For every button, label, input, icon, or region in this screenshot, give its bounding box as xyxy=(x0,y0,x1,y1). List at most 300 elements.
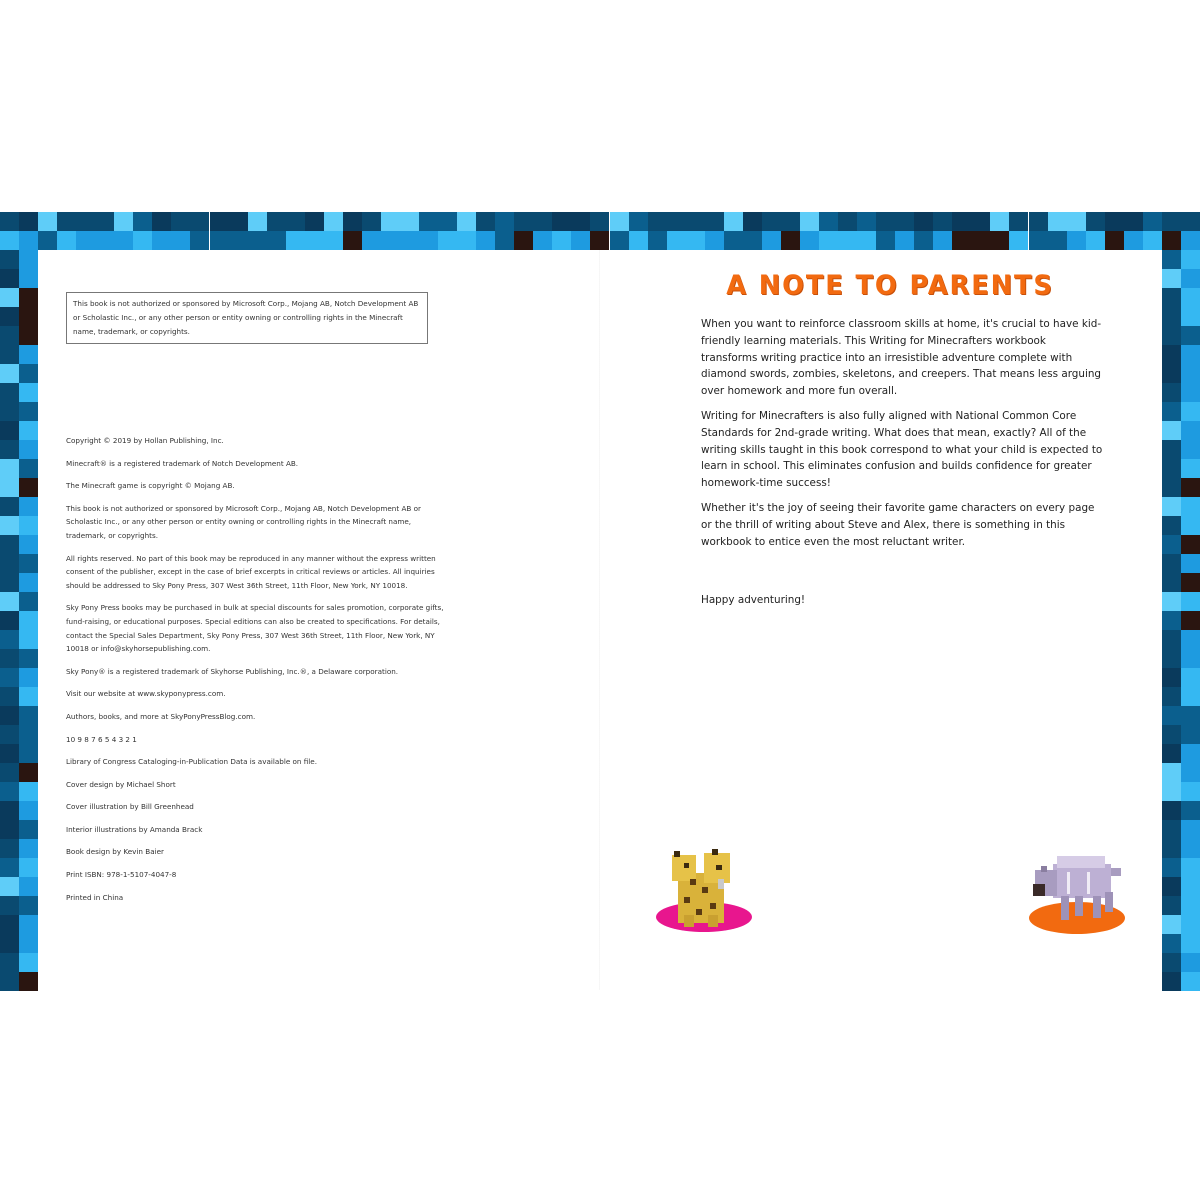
border-pixel xyxy=(95,212,114,231)
border-pixel xyxy=(1162,820,1181,839)
border-pixel xyxy=(1181,250,1200,269)
border-pixel xyxy=(1162,706,1181,725)
border-pixel xyxy=(762,212,781,231)
border-pixel xyxy=(0,972,19,991)
border-pixel xyxy=(210,212,229,231)
border-pixel xyxy=(914,231,933,250)
border-pixel xyxy=(133,231,152,250)
border-pixel xyxy=(419,231,438,250)
border-pixel xyxy=(800,231,819,250)
legal-line: Printed in China xyxy=(66,892,124,902)
border-pixel xyxy=(0,478,19,497)
border-pixel xyxy=(0,877,19,896)
border-pixel xyxy=(1181,402,1200,421)
border-pixel xyxy=(0,915,19,934)
border-pixel xyxy=(152,231,171,250)
border-pixel xyxy=(1181,364,1200,383)
border-pixel xyxy=(0,421,19,440)
border-pixel xyxy=(324,212,343,231)
border-pixel xyxy=(1181,440,1200,459)
border-pixel xyxy=(19,497,38,516)
border-pixel xyxy=(819,231,838,250)
border-pixel xyxy=(838,231,857,250)
border-pixel xyxy=(1162,326,1181,345)
border-pixel xyxy=(1048,231,1067,250)
border-pixel xyxy=(19,934,38,953)
border-pixel xyxy=(1124,231,1143,250)
border-pixel xyxy=(0,250,19,269)
border-pixel xyxy=(76,231,95,250)
border-pixel xyxy=(0,440,19,459)
border-pixel xyxy=(400,231,419,250)
border-pixel xyxy=(362,231,381,250)
border-pixel xyxy=(1029,231,1048,250)
border-pixel xyxy=(1009,212,1028,231)
border-pixel xyxy=(1181,668,1200,687)
border-pixel xyxy=(1162,554,1181,573)
border-pixel xyxy=(19,307,38,326)
border-pixel xyxy=(1181,763,1200,782)
border-pixel xyxy=(876,231,895,250)
border-pixel xyxy=(0,611,19,630)
border-pixel xyxy=(1181,421,1200,440)
border-pixel xyxy=(19,402,38,421)
border-pixel xyxy=(19,364,38,383)
border-pixel xyxy=(19,687,38,706)
legal-line: Interior illustrations by Amanda Brack xyxy=(66,824,203,834)
border-pixel xyxy=(19,212,38,231)
border-pixel xyxy=(971,212,990,231)
border-pixel xyxy=(305,212,324,231)
border-pixel xyxy=(286,212,305,231)
legal-line: Copyright © 2019 by Hollan Publishing, Inc. xyxy=(66,436,224,445)
border-pixel xyxy=(1067,231,1086,250)
border-pixel xyxy=(1162,231,1181,250)
border-pixel xyxy=(1181,345,1200,364)
border-pixel xyxy=(1162,725,1181,744)
border-pixel xyxy=(0,630,19,649)
border-pixel xyxy=(0,383,19,402)
border-pixel xyxy=(305,231,324,250)
legal-line: 10 9 8 7 6 5 4 3 2 1 xyxy=(66,734,137,744)
border-pixel xyxy=(19,744,38,763)
border-pixel xyxy=(0,592,19,611)
border-pixel xyxy=(1162,763,1181,782)
border-pixel xyxy=(1181,953,1200,972)
border-pixel xyxy=(705,212,724,231)
border-pixel xyxy=(0,934,19,953)
legal-line: The Minecraft game is copyright © Mojang AB. xyxy=(66,481,235,491)
border-pixel xyxy=(1181,611,1200,630)
legal-line: Cover design by Michael Short xyxy=(66,779,176,789)
border-pixel xyxy=(629,212,648,231)
border-pixel xyxy=(0,725,19,744)
border-pixel xyxy=(1181,706,1200,725)
border-pixel xyxy=(552,212,571,231)
border-pixel xyxy=(1143,212,1162,231)
legal-line: Visit our website at www.skyponypress.com. xyxy=(66,689,226,699)
border-pixel xyxy=(762,231,781,250)
legal-line: This book is not authorized or sponsored by Microsoft Corp., Mojang AB, Notch Development AB or Scholastic Inc., or any other person or entity owning or controlling rights in the Minecraft name, trademark, or copyrights. xyxy=(66,503,421,540)
border-pixel xyxy=(19,250,38,269)
border-pixel xyxy=(438,212,457,231)
border-pixel xyxy=(1162,535,1181,554)
disclaimer-box: This book is not authorized or sponsored by Microsoft Corp., Mojang AB, Notch Development AB or Scholastic Inc., or any other person or entity owning or controlling rights in the Minecraft name, trademark, or copyrights. xyxy=(66,292,428,344)
border-pixel xyxy=(362,212,381,231)
border-pixel xyxy=(1162,896,1181,915)
border-pixel xyxy=(514,231,533,250)
border-pixel xyxy=(1181,212,1200,231)
border-pixel xyxy=(743,231,762,250)
border-pixel xyxy=(0,212,19,231)
border-pixel xyxy=(1162,250,1181,269)
border-pixel xyxy=(781,212,800,231)
border-pixel xyxy=(590,231,609,250)
border-pixel xyxy=(1181,896,1200,915)
border-pixel xyxy=(990,212,1009,231)
border-pixel xyxy=(1143,231,1162,250)
border-pixel xyxy=(19,383,38,402)
border-pixel xyxy=(19,725,38,744)
border-pixel xyxy=(1181,516,1200,535)
border-pixel xyxy=(1009,231,1028,250)
border-pixel xyxy=(1162,915,1181,934)
border-pixel xyxy=(19,288,38,307)
paragraph: When you want to reinforce classroom skills at home, it's crucial to have kid-friendly learning materials. This Writing for Minecrafters workbook transforms writing practice into an irresistible adventure complete with diamond swords, zombies, skeletons, and creepers. That means less arguing over homework and more fun overall. xyxy=(701,318,1102,398)
wolf-icon xyxy=(1027,848,1127,938)
border-pixel xyxy=(0,763,19,782)
pixel-border-left xyxy=(0,250,38,990)
border-pixel xyxy=(1162,858,1181,877)
border-pixel xyxy=(0,820,19,839)
border-pixel xyxy=(229,212,248,231)
legal-line: Library of Congress Cataloging-in-Publication Data is available on file. xyxy=(66,757,318,767)
border-pixel xyxy=(1162,649,1181,668)
border-pixel xyxy=(1162,269,1181,288)
border-pixel xyxy=(1162,421,1181,440)
border-pixel xyxy=(1181,649,1200,668)
border-pixel xyxy=(0,953,19,972)
border-pixel xyxy=(610,231,629,250)
border-pixel xyxy=(1162,953,1181,972)
border-pixel xyxy=(1181,573,1200,592)
border-pixel xyxy=(114,231,133,250)
border-pixel xyxy=(1029,212,1048,231)
border-pixel xyxy=(533,231,552,250)
border-pixel xyxy=(1162,630,1181,649)
border-pixel xyxy=(248,231,267,250)
border-pixel xyxy=(190,212,209,231)
border-pixel xyxy=(648,212,667,231)
border-pixel xyxy=(57,231,76,250)
book-spread xyxy=(0,212,1200,990)
border-pixel xyxy=(19,858,38,877)
border-pixel xyxy=(0,687,19,706)
border-pixel xyxy=(990,231,1009,250)
border-pixel xyxy=(705,231,724,250)
border-pixel xyxy=(1162,839,1181,858)
copyright-page xyxy=(38,250,600,990)
legal-line: Sky Pony® is a registered trademark of Skyhorse Publishing, Inc.®, a Delaware corporation. xyxy=(66,666,399,676)
border-pixel xyxy=(1067,212,1086,231)
border-pixel xyxy=(686,212,705,231)
border-pixel xyxy=(895,231,914,250)
border-pixel xyxy=(457,212,476,231)
border-pixel xyxy=(495,212,514,231)
border-pixel xyxy=(38,212,57,231)
border-pixel xyxy=(1181,326,1200,345)
border-pixel xyxy=(248,212,267,231)
border-pixel xyxy=(19,478,38,497)
border-pixel xyxy=(0,326,19,345)
border-pixel xyxy=(19,668,38,687)
border-pixel xyxy=(1162,972,1181,991)
border-pixel xyxy=(1181,592,1200,611)
border-pixel xyxy=(590,212,609,231)
border-pixel xyxy=(1162,478,1181,497)
border-pixel xyxy=(895,212,914,231)
legal-line: Cover illustration by Bill Greenhead xyxy=(66,802,194,812)
border-pixel xyxy=(0,345,19,364)
border-pixel xyxy=(19,782,38,801)
legal-text xyxy=(66,434,451,913)
border-pixel xyxy=(952,212,971,231)
border-pixel xyxy=(0,573,19,592)
border-pixel xyxy=(19,896,38,915)
border-pixel xyxy=(1181,459,1200,478)
border-pixel xyxy=(971,231,990,250)
border-pixel xyxy=(571,212,590,231)
border-pixel xyxy=(19,915,38,934)
border-pixel xyxy=(552,231,571,250)
border-pixel xyxy=(952,231,971,250)
border-pixel xyxy=(286,231,305,250)
border-pixel xyxy=(19,877,38,896)
border-pixel xyxy=(0,364,19,383)
pixel-border-top xyxy=(0,212,1200,250)
border-pixel xyxy=(114,212,133,231)
border-pixel xyxy=(1181,915,1200,934)
border-pixel xyxy=(800,212,819,231)
paragraph: Whether it's the joy of seeing their favorite game characters on every page or the thrill of writing about Steve and Alex, there is something in this workbook to entice even the most reluctant writer. xyxy=(701,501,1095,548)
closing-line: Happy adventuring! xyxy=(701,594,806,607)
border-pixel xyxy=(1162,516,1181,535)
border-pixel xyxy=(19,573,38,592)
border-pixel xyxy=(19,269,38,288)
border-pixel xyxy=(629,231,648,250)
legal-line: Print ISBN: 978-1-5107-4047-8 xyxy=(66,870,177,880)
border-pixel xyxy=(19,421,38,440)
border-pixel xyxy=(57,212,76,231)
border-pixel xyxy=(667,231,686,250)
border-pixel xyxy=(933,231,952,250)
border-pixel xyxy=(381,212,400,231)
border-pixel xyxy=(1162,687,1181,706)
border-pixel xyxy=(0,801,19,820)
border-pixel xyxy=(0,896,19,915)
border-pixel xyxy=(648,231,667,250)
border-pixel xyxy=(1162,459,1181,478)
border-pixel xyxy=(1181,554,1200,573)
body-text xyxy=(701,316,1103,617)
border-pixel xyxy=(38,231,57,250)
border-pixel xyxy=(1162,877,1181,896)
border-pixel xyxy=(0,554,19,573)
border-pixel xyxy=(571,231,590,250)
legal-line: Sky Pony Press books may be purchased in bulk at special discounts for sales promotion, corporate gifts, fund-raising, or educational purposes. Special editions can also be created to specifications. For details, contact the Special Sales Department, Sky Pony Press, 307 West 36th Street, 11th Floor, New York, NY 10018 or info@skyhorsepublishing.com. xyxy=(66,603,444,654)
border-pixel xyxy=(343,212,362,231)
page-title: A NOTE TO PARENTS xyxy=(726,270,1054,301)
border-pixel xyxy=(1181,839,1200,858)
border-pixel xyxy=(1181,478,1200,497)
border-pixel xyxy=(476,231,495,250)
border-pixel xyxy=(19,972,38,991)
border-pixel xyxy=(914,212,933,231)
border-pixel xyxy=(0,459,19,478)
border-pixel xyxy=(229,231,248,250)
border-pixel xyxy=(857,231,876,250)
border-pixel xyxy=(152,212,171,231)
border-pixel xyxy=(743,212,762,231)
border-pixel xyxy=(1105,212,1124,231)
border-pixel xyxy=(1162,440,1181,459)
border-pixel xyxy=(0,497,19,516)
border-pixel xyxy=(171,231,190,250)
border-pixel xyxy=(495,231,514,250)
border-pixel xyxy=(1048,212,1067,231)
border-pixel xyxy=(19,231,38,250)
border-pixel xyxy=(1162,934,1181,953)
border-pixel xyxy=(1162,364,1181,383)
border-pixel xyxy=(171,212,190,231)
legal-line: Book design by Kevin Baier xyxy=(66,847,164,857)
border-pixel xyxy=(19,440,38,459)
border-pixel xyxy=(419,212,438,231)
border-pixel xyxy=(133,212,152,231)
border-pixel xyxy=(838,212,857,231)
border-pixel xyxy=(19,630,38,649)
border-pixel xyxy=(1162,668,1181,687)
border-pixel xyxy=(1162,307,1181,326)
border-pixel xyxy=(267,231,286,250)
border-pixel xyxy=(0,288,19,307)
border-pixel xyxy=(0,668,19,687)
border-pixel xyxy=(19,345,38,364)
border-pixel xyxy=(19,554,38,573)
border-pixel xyxy=(1162,801,1181,820)
border-pixel xyxy=(1162,611,1181,630)
border-pixel xyxy=(19,535,38,554)
legal-line: Authors, books, and more at SkyPonyPressBlog.com. xyxy=(66,711,256,721)
border-pixel xyxy=(210,231,229,250)
border-pixel xyxy=(1181,858,1200,877)
border-pixel xyxy=(1181,820,1200,839)
border-pixel xyxy=(1181,288,1200,307)
border-pixel xyxy=(1124,212,1143,231)
border-pixel xyxy=(876,212,895,231)
border-pixel xyxy=(514,212,533,231)
border-pixel xyxy=(19,801,38,820)
border-pixel xyxy=(1086,231,1105,250)
border-pixel xyxy=(324,231,343,250)
border-pixel xyxy=(1086,212,1105,231)
border-pixel xyxy=(1181,630,1200,649)
ocelot-icon xyxy=(654,845,754,937)
border-pixel xyxy=(724,231,743,250)
border-pixel xyxy=(1181,877,1200,896)
border-pixel xyxy=(1162,402,1181,421)
border-pixel xyxy=(667,212,686,231)
border-pixel xyxy=(19,592,38,611)
border-pixel xyxy=(1162,288,1181,307)
border-pixel xyxy=(76,212,95,231)
border-pixel xyxy=(476,212,495,231)
border-pixel xyxy=(19,611,38,630)
border-pixel xyxy=(0,535,19,554)
border-pixel xyxy=(1181,801,1200,820)
border-pixel xyxy=(686,231,705,250)
border-pixel xyxy=(1181,687,1200,706)
border-pixel xyxy=(610,212,629,231)
border-pixel xyxy=(1162,383,1181,402)
border-pixel xyxy=(1181,307,1200,326)
border-pixel xyxy=(724,212,743,231)
border-pixel xyxy=(343,231,362,250)
border-pixel xyxy=(0,782,19,801)
border-pixel xyxy=(19,649,38,668)
border-pixel xyxy=(19,763,38,782)
border-pixel xyxy=(1162,573,1181,592)
border-pixel xyxy=(0,516,19,535)
border-pixel xyxy=(400,212,419,231)
border-pixel xyxy=(438,231,457,250)
border-pixel xyxy=(1181,269,1200,288)
border-pixel xyxy=(0,744,19,763)
border-pixel xyxy=(1162,345,1181,364)
border-pixel xyxy=(1162,592,1181,611)
border-pixel xyxy=(1162,782,1181,801)
border-pixel xyxy=(19,839,38,858)
border-pixel xyxy=(1162,497,1181,516)
border-pixel xyxy=(781,231,800,250)
border-pixel xyxy=(1162,212,1181,231)
border-pixel xyxy=(0,706,19,725)
border-pixel xyxy=(19,326,38,345)
border-pixel xyxy=(1105,231,1124,250)
border-pixel xyxy=(1181,782,1200,801)
border-pixel xyxy=(1181,231,1200,250)
border-pixel xyxy=(0,402,19,421)
border-pixel xyxy=(19,953,38,972)
border-pixel xyxy=(857,212,876,231)
border-pixel xyxy=(1162,744,1181,763)
border-pixel xyxy=(267,212,286,231)
border-pixel xyxy=(819,212,838,231)
border-pixel xyxy=(0,269,19,288)
border-pixel xyxy=(1181,383,1200,402)
border-pixel xyxy=(933,212,952,231)
border-pixel xyxy=(533,212,552,231)
border-pixel xyxy=(1181,497,1200,516)
border-pixel xyxy=(190,231,209,250)
border-pixel xyxy=(1181,744,1200,763)
border-pixel xyxy=(19,820,38,839)
border-pixel xyxy=(95,231,114,250)
border-pixel xyxy=(1181,972,1200,991)
border-pixel xyxy=(1181,934,1200,953)
border-pixel xyxy=(1181,535,1200,554)
border-pixel xyxy=(19,516,38,535)
